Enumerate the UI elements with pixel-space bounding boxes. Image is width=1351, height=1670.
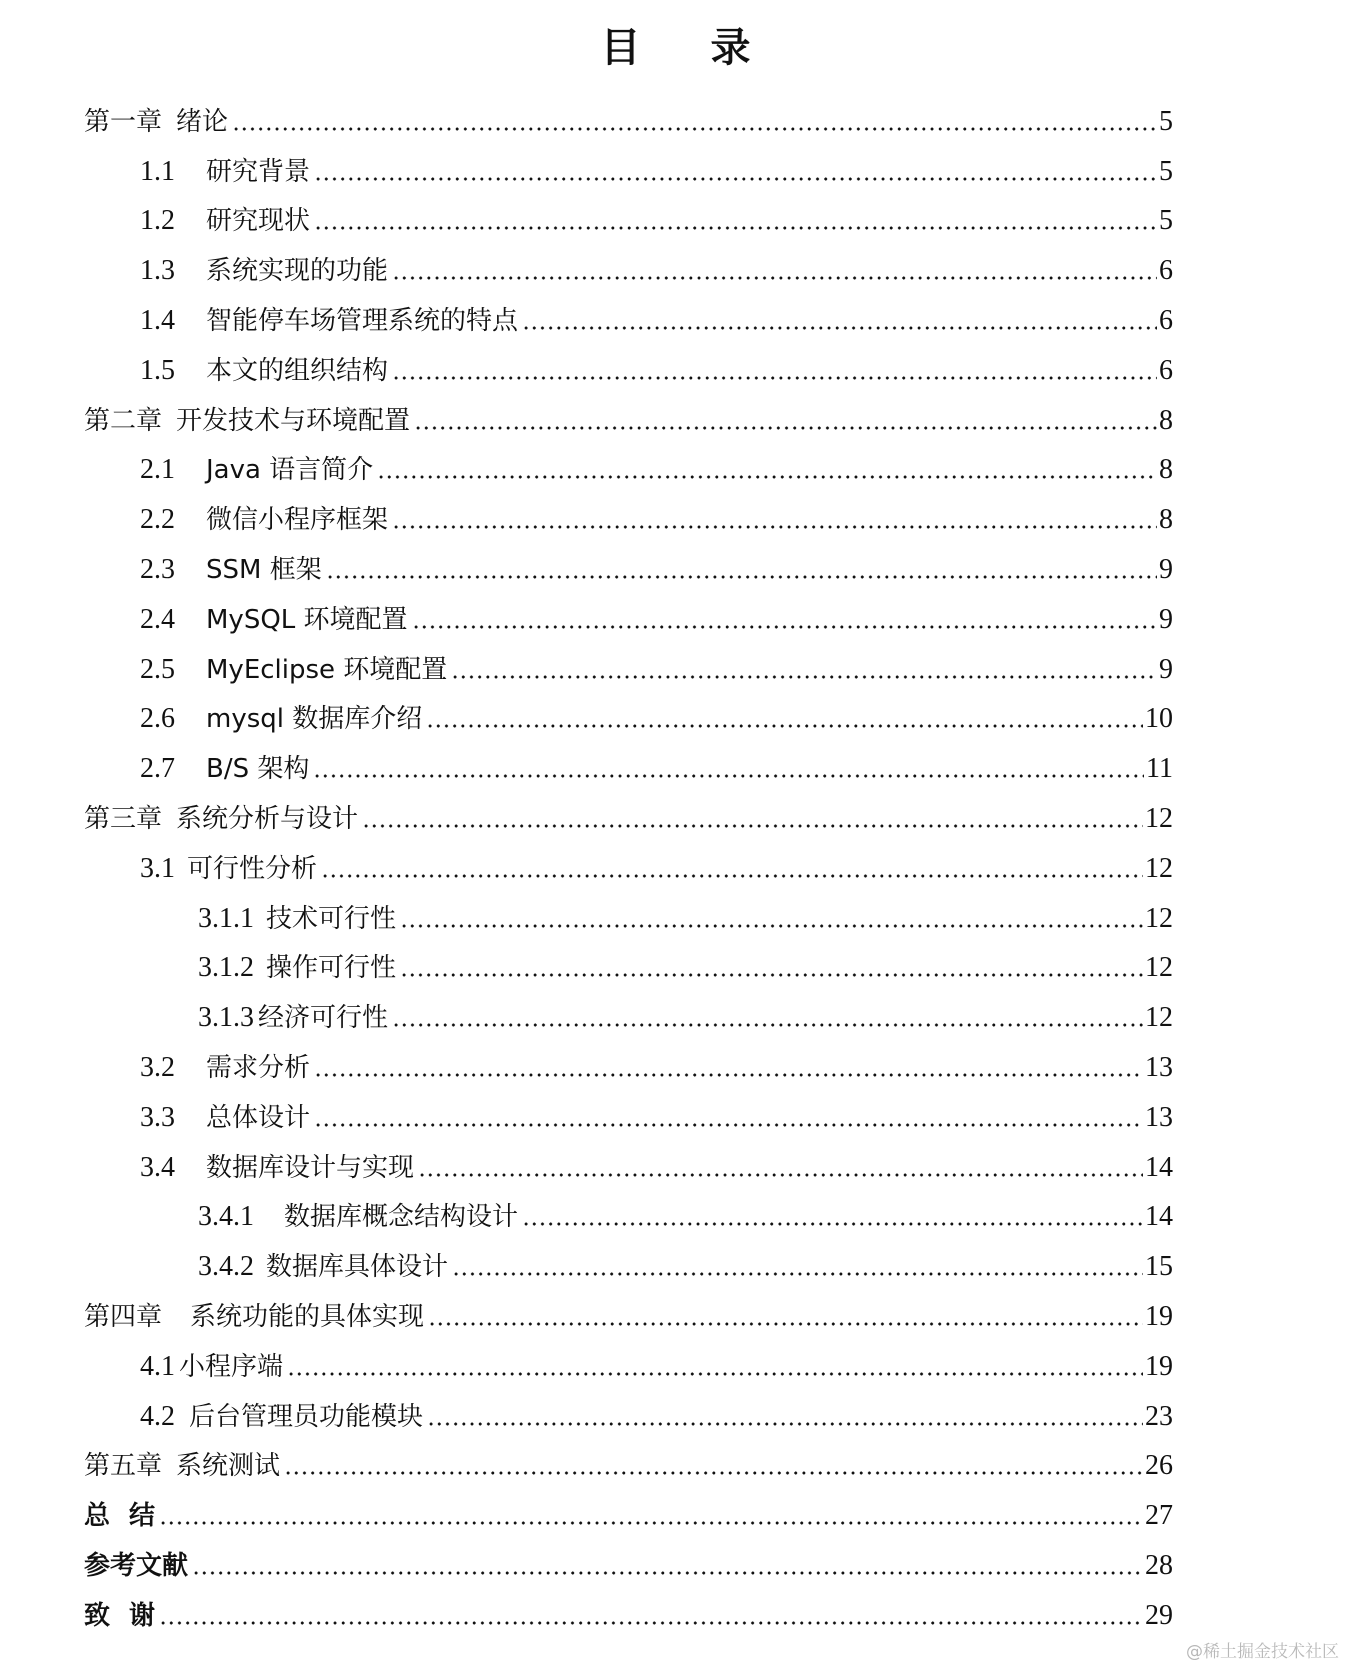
- toc-entry-title: 绪论: [176, 106, 229, 137]
- toc-entry-title: 总体设计: [206, 1102, 311, 1133]
- toc-entry-number: 4.1: [140, 1350, 175, 1382]
- toc-entry-section[interactable]: [0, 148, 1351, 198]
- toc-entry-title: 经济可行性: [258, 1003, 389, 1034]
- toc-entry-subsection[interactable]: [0, 994, 1351, 1044]
- toc-entry-title: 参考文献: [84, 1550, 189, 1581]
- dot-leader: [392, 376, 1157, 380]
- toc-entry-title: B/S 架构: [206, 754, 310, 785]
- toc-entry-page: 29: [1145, 1599, 1173, 1631]
- toc-entry-section[interactable]: [0, 1343, 1351, 1393]
- toc-entry-section[interactable]: [0, 496, 1351, 546]
- dot-leader: [314, 177, 1157, 181]
- toc-entry-title: 总 结: [84, 1501, 156, 1532]
- toc-entry-title: 本文的组织结构: [206, 355, 389, 386]
- table-of-contents: [0, 98, 1351, 1642]
- toc-entry-chapter-3[interactable]: [0, 795, 1351, 845]
- toc-entry-page: 8: [1159, 504, 1173, 536]
- toc-entry-section[interactable]: [0, 347, 1351, 397]
- toc-entry-title: 数据库设计与实现: [206, 1152, 415, 1183]
- toc-entry-section[interactable]: [0, 1144, 1351, 1194]
- toc-entry-page: 6: [1159, 354, 1173, 386]
- toc-entry-page: 19: [1145, 1300, 1173, 1332]
- toc-entry-page: 12: [1145, 1002, 1173, 1034]
- dot-leader: [392, 1023, 1143, 1027]
- toc-entry-number: 1.3: [140, 255, 175, 287]
- toc-entry-number: 3.4: [140, 1151, 175, 1183]
- toc-entry-number: 2.5: [140, 653, 175, 685]
- toc-entry-number: 2.2: [140, 504, 175, 536]
- toc-entry-title: 数据库概念结构设计: [284, 1202, 519, 1233]
- toc-entry-number: 3.1.2: [198, 952, 254, 984]
- toc-entry-section[interactable]: [0, 1044, 1351, 1094]
- toc-entry-subsection[interactable]: [0, 895, 1351, 945]
- toc-entry-title: 致 谢: [84, 1600, 156, 1631]
- dot-leader: [522, 326, 1157, 330]
- toc-entry-page: 13: [1145, 1051, 1173, 1083]
- dot-leader: [428, 1322, 1143, 1326]
- toc-entry-title: 开发技术与环境配置: [176, 405, 411, 436]
- toc-entry-page: 12: [1145, 952, 1173, 984]
- toc-entry-title: MySQL 环境配置: [206, 604, 408, 635]
- dot-leader: [400, 924, 1143, 928]
- toc-entry-title: 可行性分析: [187, 853, 318, 884]
- toc-entry-title: MyEclipse 环境配置: [206, 654, 448, 685]
- toc-entry-page: 8: [1159, 454, 1173, 486]
- toc-entry-page: 27: [1145, 1500, 1173, 1532]
- toc-entry-title: 操作可行性: [266, 953, 397, 984]
- toc-entry-title: 微信小程序框架: [206, 505, 389, 536]
- dot-leader: [426, 724, 1143, 728]
- toc-entry-number: 第三章: [84, 803, 163, 834]
- toc-entry-number: 3.1: [140, 852, 175, 884]
- toc-entry-acknowledgements[interactable]: [0, 1592, 1351, 1642]
- toc-entry-section[interactable]: [0, 297, 1351, 347]
- toc-entry-number: 2.1: [140, 454, 175, 486]
- toc-entry-section[interactable]: [0, 447, 1351, 497]
- toc-entry-number: 4.2: [140, 1400, 175, 1432]
- toc-entry-chapter-1[interactable]: [0, 98, 1351, 148]
- dot-leader: [392, 525, 1157, 529]
- toc-entry-number: 3.3: [140, 1101, 175, 1133]
- dot-leader: [159, 1521, 1143, 1525]
- toc-entry-title: 系统功能的具体实现: [190, 1301, 425, 1332]
- toc-entry-page: 5: [1159, 105, 1173, 137]
- dot-leader: [321, 874, 1143, 878]
- toc-entry-subsection[interactable]: [0, 1243, 1351, 1293]
- dot-leader: [313, 774, 1144, 778]
- toc-entry-number: 2.4: [140, 603, 175, 635]
- toc-entry-number: 3.1.1: [198, 902, 254, 934]
- dot-leader: [192, 1571, 1143, 1575]
- toc-entry-number: 1.1: [140, 155, 175, 187]
- toc-entry-page: 11: [1146, 753, 1173, 785]
- toc-entry-page: 9: [1159, 553, 1173, 585]
- toc-entry-section[interactable]: [0, 1094, 1351, 1144]
- dot-leader: [232, 127, 1157, 131]
- toc-entry-page: 26: [1145, 1450, 1173, 1482]
- toc-entry-page: 12: [1145, 852, 1173, 884]
- dot-leader: [362, 824, 1143, 828]
- toc-entry-number: 1.4: [140, 304, 175, 336]
- toc-entry-title: 后台管理员功能模块: [189, 1401, 424, 1432]
- toc-entry-title: mysql 数据库介绍: [206, 704, 423, 735]
- toc-entry-number: 第四章: [84, 1301, 163, 1332]
- toc-entry-page: 10: [1145, 703, 1173, 735]
- toc-entry-page: 23: [1145, 1400, 1173, 1432]
- dot-leader: [400, 973, 1143, 977]
- dot-leader: [159, 1621, 1143, 1625]
- toc-entry-number: 第二章: [84, 405, 163, 436]
- dot-leader: [412, 625, 1157, 629]
- toc-entry-number: 3.1.3: [198, 1002, 254, 1034]
- dot-leader: [451, 675, 1157, 679]
- dot-leader: [287, 1372, 1143, 1376]
- dot-leader: [377, 475, 1157, 479]
- toc-entry-title: Java 语言简介: [206, 455, 374, 486]
- toc-entry-page: 14: [1145, 1201, 1173, 1233]
- toc-entry-subsection[interactable]: [0, 945, 1351, 995]
- toc-entry-title: 数据库具体设计: [266, 1252, 449, 1283]
- toc-entry-page: 14: [1145, 1151, 1173, 1183]
- toc-entry-title: 系统测试: [176, 1451, 281, 1482]
- toc-entry-page: 9: [1159, 653, 1173, 685]
- toc-entry-references[interactable]: [0, 1542, 1351, 1592]
- toc-entry-number: 第五章: [84, 1451, 163, 1482]
- toc-entry-section[interactable]: [0, 845, 1351, 895]
- dot-leader: [326, 575, 1157, 579]
- toc-entry-number: 3.2: [140, 1051, 175, 1083]
- toc-entry-number: 第一章: [84, 106, 163, 137]
- toc-entry-page: 5: [1159, 205, 1173, 237]
- toc-entry-page: 6: [1159, 255, 1173, 287]
- toc-entry-section[interactable]: [0, 696, 1351, 746]
- page-title: 目 录: [600, 24, 779, 71]
- toc-entry-page: 9: [1159, 603, 1173, 635]
- dot-leader: [284, 1471, 1143, 1475]
- toc-entry-title: 系统分析与设计: [176, 803, 359, 834]
- toc-entry-title: SSM 框架: [206, 554, 322, 585]
- dot-leader: [314, 226, 1157, 230]
- toc-entry-title: 研究背景: [206, 156, 311, 187]
- toc-entry-summary[interactable]: [0, 1492, 1351, 1542]
- toc-entry-page: 12: [1145, 802, 1173, 834]
- toc-entry-section[interactable]: [0, 596, 1351, 646]
- toc-entry-section[interactable]: [0, 198, 1351, 248]
- toc-entry-number: 2.3: [140, 553, 175, 585]
- toc-entry-title: 需求分析: [206, 1052, 311, 1083]
- toc-entry-title: 技术可行性: [266, 903, 397, 934]
- toc-entry-number: 1.5: [140, 354, 175, 386]
- toc-entry-number: 2.7: [140, 753, 175, 785]
- toc-entry-number: 3.4.2: [198, 1251, 254, 1283]
- dot-leader: [427, 1422, 1143, 1426]
- toc-entry-section[interactable]: [0, 646, 1351, 696]
- dot-leader: [414, 426, 1157, 430]
- toc-entry-page: 12: [1145, 902, 1173, 934]
- toc-entry-subsection[interactable]: [0, 1194, 1351, 1244]
- toc-entry-section[interactable]: [0, 1393, 1351, 1443]
- toc-entry-page: 28: [1145, 1549, 1173, 1581]
- dot-leader: [392, 276, 1157, 280]
- toc-entry-title: 智能停车场管理系统的特点: [206, 305, 519, 336]
- toc-entry-chapter-4[interactable]: [0, 1293, 1351, 1343]
- toc-entry-section[interactable]: [0, 546, 1351, 596]
- dot-leader: [452, 1272, 1143, 1276]
- toc-entry-page: 19: [1145, 1350, 1173, 1382]
- dot-leader: [314, 1123, 1143, 1127]
- toc-entry-title: 研究现状: [206, 206, 311, 237]
- toc-entry-page: 13: [1145, 1101, 1173, 1133]
- toc-entry-page: 6: [1159, 304, 1173, 336]
- toc-entry-section[interactable]: [0, 745, 1351, 795]
- dot-leader: [522, 1222, 1143, 1226]
- toc-entry-chapter-5[interactable]: [0, 1443, 1351, 1493]
- toc-entry-number: 1.2: [140, 205, 175, 237]
- toc-entry-title: 系统实现的功能: [206, 256, 389, 287]
- toc-entry-chapter-2[interactable]: [0, 397, 1351, 447]
- dot-leader: [314, 1073, 1143, 1077]
- toc-entry-section[interactable]: [0, 247, 1351, 297]
- toc-entry-page: 5: [1159, 155, 1173, 187]
- toc-entry-number: 2.6: [140, 703, 175, 735]
- toc-entry-page: 8: [1159, 404, 1173, 436]
- toc-entry-title: 小程序端: [179, 1351, 284, 1382]
- watermark: @稀土掘金技术社区: [1186, 1642, 1339, 1662]
- dot-leader: [418, 1173, 1143, 1177]
- toc-entry-page: 15: [1145, 1251, 1173, 1283]
- toc-entry-number: 3.4.1: [198, 1201, 254, 1233]
